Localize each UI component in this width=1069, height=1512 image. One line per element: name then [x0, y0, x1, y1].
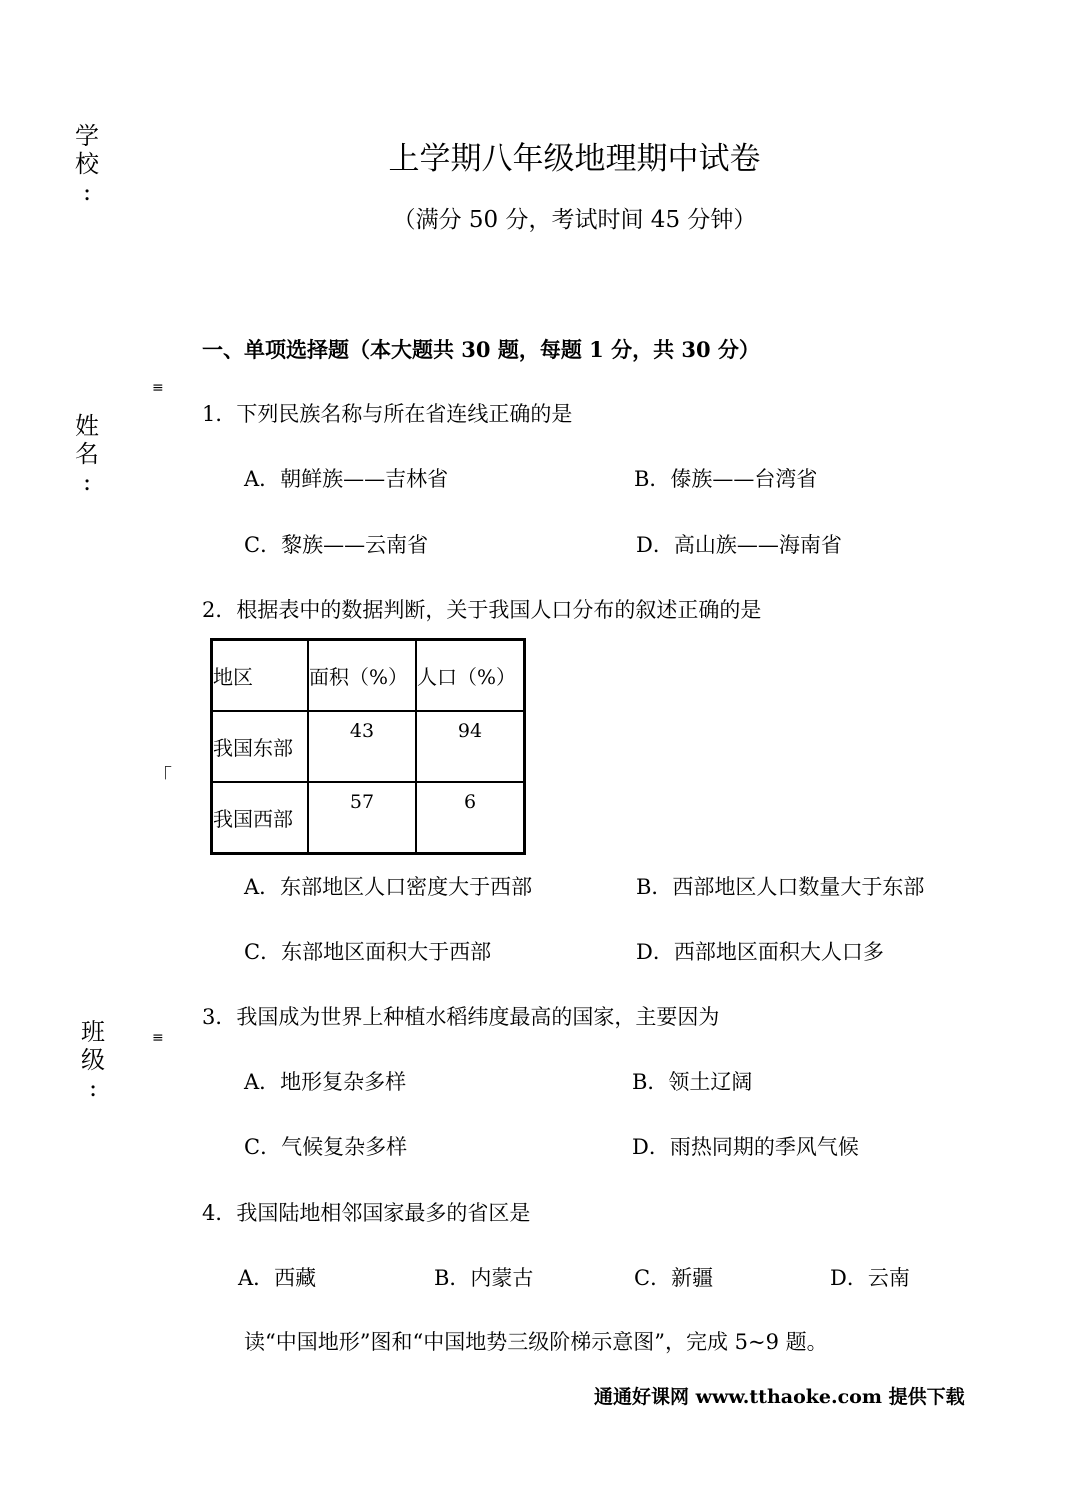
table-cell: 94 [416, 711, 525, 782]
option: B．西部地区人口数量大于东部 [636, 875, 925, 899]
option: C．新疆 [634, 1266, 714, 1290]
table-cell: 我国西部 [212, 782, 309, 854]
section-heading: 一、单项选择题（本大题共 30 题，每题 1 分，共 30 分） [202, 337, 760, 362]
option: A．西藏 [238, 1266, 317, 1290]
option: C．东部地区面积大于西部 [244, 940, 492, 964]
table-row [212, 711, 525, 782]
school-label: 学 校 : [75, 122, 99, 206]
question-stem: 1．下列民族名称与所在省连线正确的是 [202, 402, 573, 426]
option: D．高山族——海南省 [636, 533, 842, 557]
margin-mark: 「 [152, 764, 172, 788]
question-stem: 2．根据表中的数据判断，关于我国人口分布的叙述正确的是 [202, 598, 762, 622]
page-subtitle: （满分 50 分，考试时间 45 分钟） [392, 207, 757, 233]
option: C．气候复杂多样 [244, 1135, 408, 1159]
table-row [212, 782, 525, 854]
option: C．黎族——云南省 [244, 533, 429, 557]
option: D．西部地区面积大人口多 [636, 940, 884, 964]
table-cell: 43 [308, 711, 416, 782]
table-cell: 57 [308, 782, 416, 854]
option: B．内蒙古 [434, 1266, 534, 1290]
data-table [210, 638, 526, 855]
option: A．地形复杂多样 [244, 1070, 407, 1094]
class-label: 班 级 : [81, 1018, 105, 1102]
option: B．领土辽阔 [632, 1070, 753, 1094]
option: A．朝鲜族——吉林省 [244, 467, 449, 491]
option: D．雨热同期的季风气候 [632, 1135, 859, 1159]
table-cell: 我国东部 [212, 711, 309, 782]
table-cell: 6 [416, 782, 525, 854]
option: D．云南 [830, 1266, 910, 1290]
option: A．东部地区人口密度大于西部 [244, 875, 533, 899]
reading-instruction: 读“中国地形”图和“中国地势三级阶梯示意图”，完成 5~9 题。 [244, 1330, 828, 1354]
option: B．傣族——台湾省 [634, 467, 818, 491]
margin-mark: ≡ [152, 380, 164, 396]
table-header-cell: 地区 [212, 640, 309, 712]
footer-credit: 通通好课网 www.tthaoke.com 提供下载 [594, 1386, 965, 1408]
table-header-cell: 人口（%） [416, 640, 525, 712]
table-header-cell: 面积（%） [308, 640, 416, 712]
question-stem: 3．我国成为世界上种植水稻纬度最高的国家，主要因为 [202, 1005, 720, 1029]
table-header-row [212, 640, 525, 712]
name-label: 姓 名 : [75, 412, 99, 496]
page-title: 上学期八年级地理期中试卷 [388, 141, 761, 177]
margin-mark: ≡ [152, 1030, 164, 1046]
question-stem: 4．我国陆地相邻国家最多的省区是 [202, 1201, 531, 1225]
